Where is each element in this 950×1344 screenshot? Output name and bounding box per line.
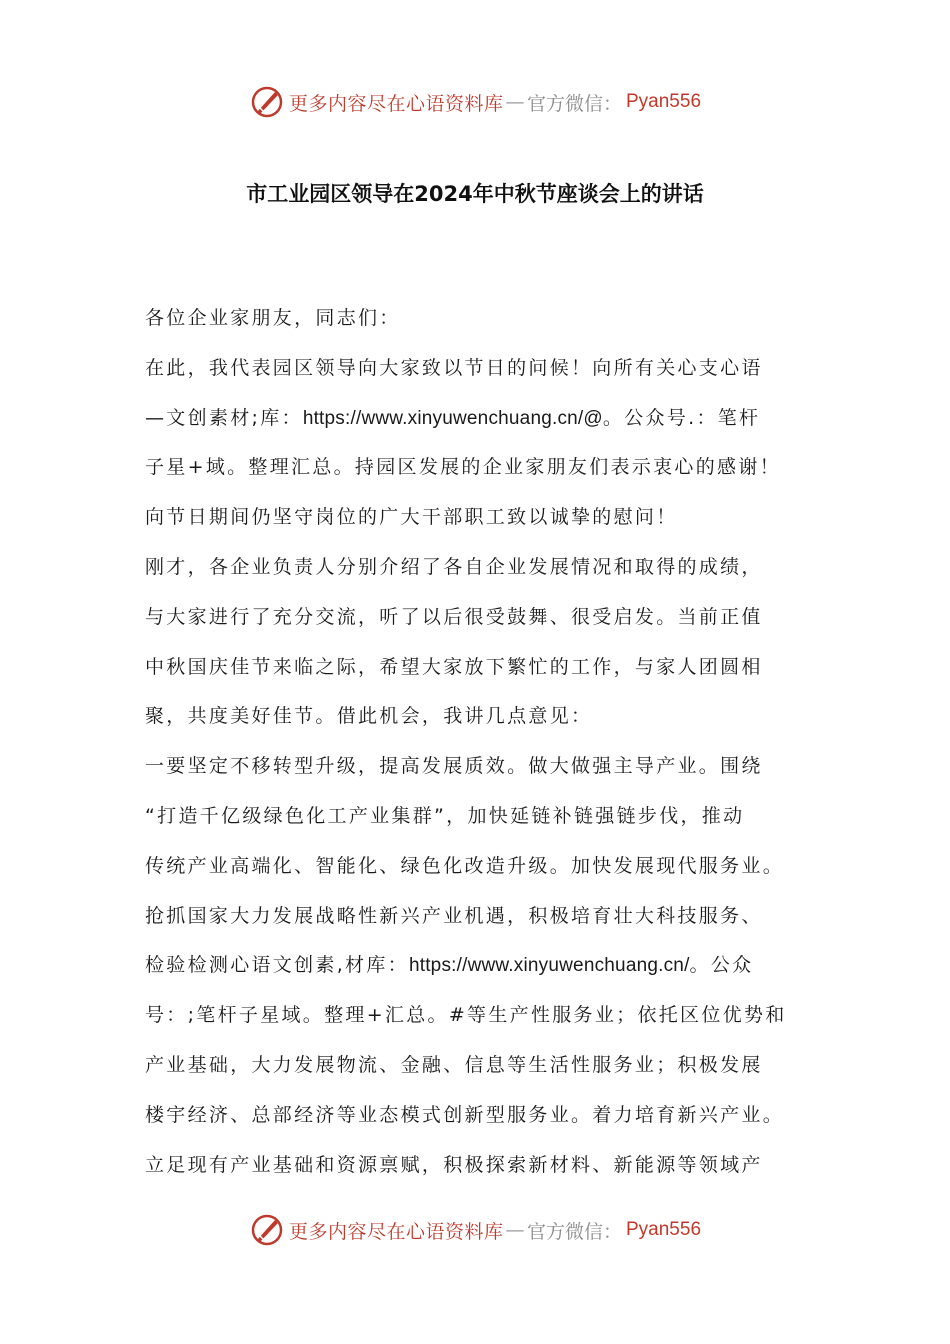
text-segment: 聚，共度美好佳节。借此机会，我讲几点意见：: [145, 705, 593, 728]
watermark-wechat-id: Pyan556: [626, 1219, 702, 1240]
pen-logo-icon: [249, 84, 285, 120]
watermark-dash: —: [505, 1219, 525, 1241]
text-line: [145, 696, 835, 746]
document-title: 市工业园区领导在2024年中秋节座谈会上的讲话: [246, 182, 704, 206]
text-segment: 抢抓国家大力发展战略性新兴产业机遇，积极培育壮大科技服务、: [145, 904, 763, 927]
text-segment: 产业基础，大力发展物流、金融、信息等生活性服务业；积极发展: [145, 1053, 763, 1076]
text-line: [145, 597, 835, 647]
text-segment: 子星+域。整理汇总。持园区发展的企业家朋友们表示衷心的感谢！: [145, 456, 781, 479]
url-text: https://www.xinyuwenchuang.cn/: [408, 955, 690, 977]
text-line: [145, 647, 835, 697]
text-segment: 刚才，各企业负责人分别介绍了各自企业发展情况和取得的成绩，: [145, 555, 763, 578]
text-segment: 。公众: [689, 954, 754, 977]
watermark-label: 官方微信：: [526, 1220, 622, 1243]
text-segment: 号：;笔杆子星域。整理+汇总。#等生产性服务业；依托区位优势和: [145, 1004, 787, 1027]
text-segment: —文创素材;库：: [145, 406, 303, 429]
text-segment: 检验检测心语文创素,材库：: [145, 954, 409, 977]
text-line: [145, 896, 835, 946]
text-segment: 在此，我代表园区领导向大家致以节日的问候！向所有关心支心语: [145, 356, 763, 379]
text-line: [145, 995, 835, 1045]
text-segment: “打造千亿级绿色化工产业集群”，加快延链补链强链步伐，推动: [145, 804, 745, 827]
text-segment: 立足现有产业基础和资源禀赋，积极探索新材料、新能源等领域产: [145, 1153, 763, 1176]
pen-logo-icon: [249, 1212, 285, 1248]
watermark-wechat-id: Pyan556: [626, 91, 702, 112]
watermark-label: 官方微信：: [526, 92, 622, 115]
text-segment: 向节日期间仍坚守岗位的广大干部职工致以诚挚的慰问！: [145, 506, 678, 529]
text-line: [145, 1145, 835, 1195]
text-segment: 。公众号.：笔杆: [602, 406, 761, 429]
text-line: [145, 945, 835, 995]
watermark-banner-top: [0, 82, 950, 122]
text-segment: 一要坚定不移转型升级，提高发展质效。做大做强主导产业。围绕: [145, 755, 763, 778]
text-segment: 各位企业家朋友，同志们：: [145, 307, 401, 329]
watermark-banner-bottom: [0, 1210, 950, 1250]
text-segment: 传统产业高端化、智能化、绿色化改造升级。加快发展现代服务业。: [145, 854, 785, 877]
url-text: https://www.xinyuwenchuang.cn/@: [302, 407, 603, 429]
text-segment: 中秋国庆佳节来临之际，希望大家放下繁忙的工作，与家人团圆相: [145, 655, 763, 678]
text-line: [145, 846, 835, 896]
text-line: [145, 1095, 835, 1145]
text-line: [145, 298, 835, 348]
text-line: [145, 348, 835, 398]
watermark-text: 更多内容尽在心语资料库: [288, 1220, 504, 1243]
text-segment: 与大家进行了充分交流，听了以后很受鼓舞、很受启发。当前正值: [145, 605, 763, 628]
text-segment: 楼宇经济、总部经济等业态模式创新型服务业。着力培育新兴产业。: [145, 1103, 785, 1126]
text-line: [145, 796, 835, 846]
text-line: [145, 1045, 835, 1095]
text-line: [145, 746, 835, 796]
text-line: [145, 398, 835, 448]
document-body: [145, 298, 835, 1194]
watermark-text: 更多内容尽在心语资料库: [288, 92, 504, 115]
text-line: [145, 497, 835, 547]
text-line: [145, 547, 835, 597]
watermark-dash: —: [505, 91, 525, 113]
text-line: [145, 447, 835, 497]
